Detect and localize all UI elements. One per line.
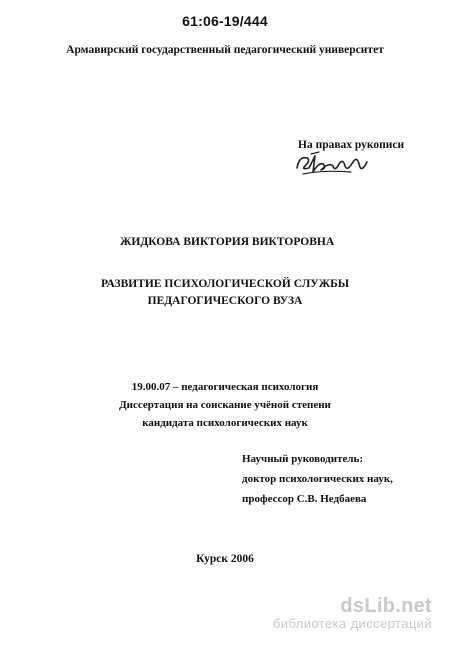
advisor-degree: доктор психологических наук, xyxy=(242,473,393,485)
title-line: РАЗВИТИЕ ПСИХОЛОГИЧЕСКОЙ СЛУЖБЫ xyxy=(100,278,349,290)
specialty-line: 19.00.07 – педагогическая психология xyxy=(131,381,319,393)
advisor-heading: Научный руководитель: xyxy=(242,453,363,465)
watermark-tagline: библиотека диссертаций xyxy=(272,616,432,631)
university-name: Армавирский государственный педагогический университет xyxy=(66,44,384,56)
rights-note: На правах рукописи xyxy=(298,139,405,151)
stamp-code: 61:06-19/444 xyxy=(182,13,268,29)
dslib-watermark xyxy=(273,596,432,632)
city-year: Курск 2006 xyxy=(196,553,254,565)
handwritten-signature xyxy=(293,148,373,184)
watermark-logo: dsLib.net xyxy=(340,595,432,617)
scientific-advisor xyxy=(242,449,393,509)
degree-line: кандидата психологических наук xyxy=(142,417,308,429)
title-line: ПЕДАГОГИЧЕСКОГО ВУЗА xyxy=(147,295,303,307)
author-name: ЖИДКОВА ВИКТОРИЯ ВИКТОРОВНА xyxy=(120,236,335,248)
advisor-name: профессор С.В. Недбаева xyxy=(242,493,367,505)
degree-info xyxy=(0,378,450,432)
degree-line: Диссертация на соискание учёной степени xyxy=(119,399,331,411)
dissertation-title xyxy=(0,276,450,310)
